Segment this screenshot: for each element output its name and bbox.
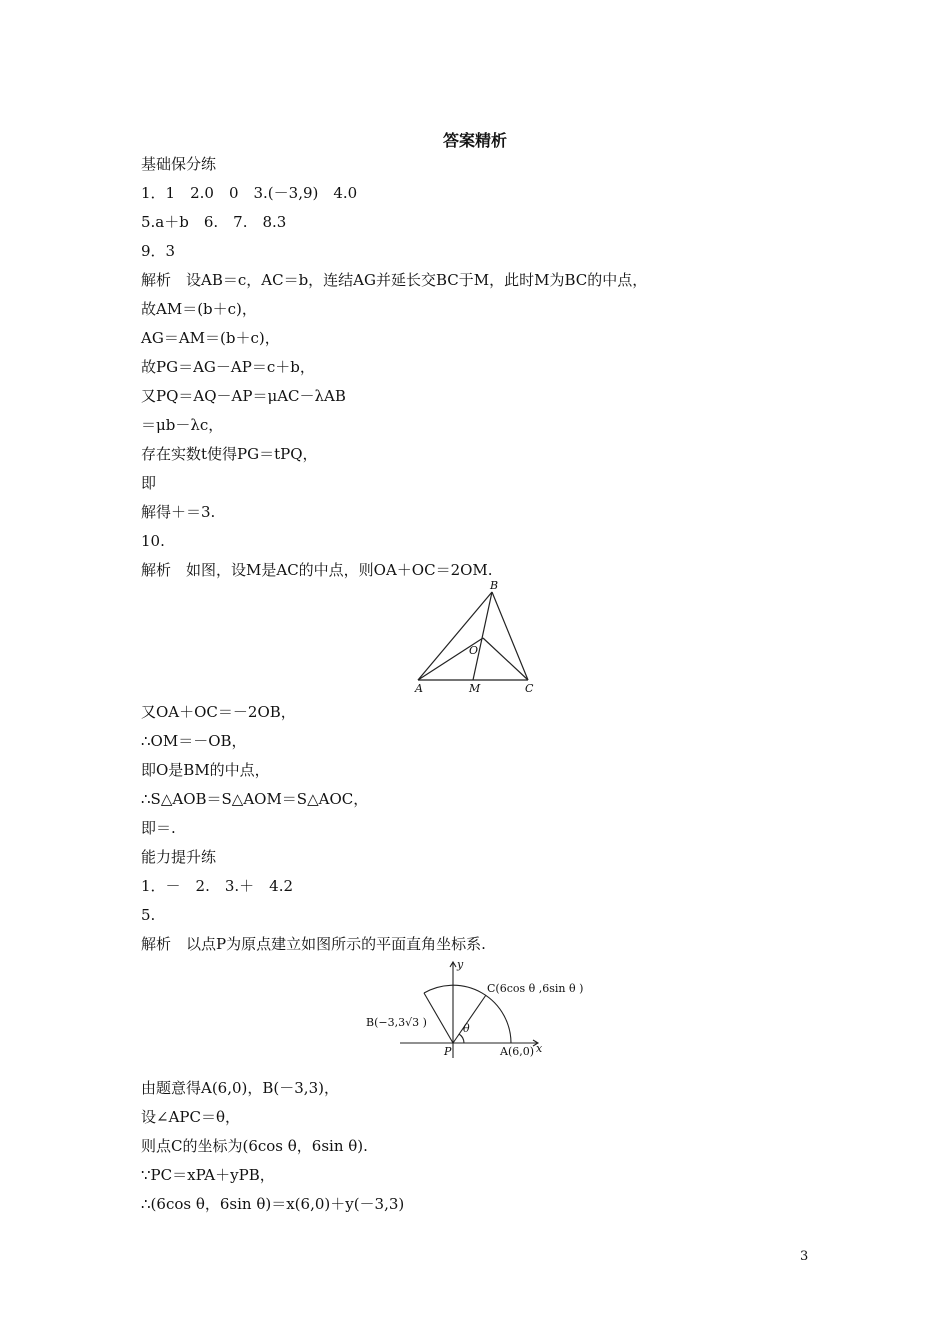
label-B: B(−3,3√3 ) [366,1016,427,1029]
text-line: 即 [141,474,157,492]
text-line: 9．3 [141,242,176,260]
text-line: 1．－ 2. 3.＋ 4.2 [141,877,294,895]
text-line: AG＝AM＝(b＋c)， [141,329,280,347]
text-line: 10. [141,532,165,550]
triangle-figure [408,578,548,696]
solution-section [141,1074,841,1219]
label-B: B [490,579,499,592]
segment-AB [418,592,492,680]
text-line: ∵PC＝xPA＋yPB， [141,1166,275,1184]
text-line: 解得＋＝3. [141,503,216,521]
text-line: 则点C的坐标为(6cos θ，6sin θ). [141,1137,368,1155]
text-line: ＝μb－λc， [141,416,224,434]
text-line: 即＝. [141,819,176,837]
text-line: 存在实数t使得PG＝tPQ， [141,445,318,463]
page-title: 答案精析 [442,131,507,150]
segment-OC [483,638,528,680]
segment-BC [492,592,528,680]
text-line: ∴OM＝－OB， [141,732,247,750]
label-M: M [469,682,481,695]
label-C: C [525,682,534,695]
text-line: 能力提升练 [141,848,217,866]
text-line: 1．1 2.0 0 3.(－3,9) 4.0 [141,184,358,202]
label-y: y [457,958,464,971]
angle-theta-arc [459,1034,464,1043]
text-line: ∴(6cos θ，6sin θ)＝x(6,0)＋y(－3,3) [141,1195,405,1213]
text-line: 5.a＋b 6. 7. 8.3 [141,213,287,231]
label-P: P [444,1045,452,1058]
text-line: 又PQ＝AQ－AP＝μAC－λAB [141,387,346,405]
continued-section [141,698,841,959]
label-A: A(6,0) [500,1045,535,1058]
text-line: 又OA＋OC＝－2OB， [141,703,296,721]
label-C: C(6cos θ ,6sin θ ) [487,982,584,995]
text-line: 故AM＝(b＋c)， [141,300,257,318]
text-line: 5. [141,906,156,924]
text-line: 设∠APC＝θ， [141,1108,241,1126]
label-x: x [536,1042,543,1055]
segment-MB [473,592,492,680]
label-O: O [469,644,479,657]
text-line: 基础保分练 [141,155,217,173]
text-line: 由题意得A(6,0)，B(－3,3)， [141,1079,339,1097]
segment-PB [424,993,453,1043]
label-A: A [415,682,423,695]
coordinate-figure [360,954,590,1062]
text-line: 解析 如图，设M是AC的中点，则OA＋OC＝2OM. [141,561,493,579]
text-line: ∴S△AOB＝S△AOM＝S△AOC， [141,790,369,808]
text-line: 解析 设AB＝c，AC＝b，连结AG并延长交BC于M，此时M为BC的中点， [141,271,648,289]
text-line: 解析 以点P为原点建立如图所示的平面直角坐标系. [141,935,486,953]
text-line: 即O是BM的中点， [141,761,270,779]
segment-PC [453,995,486,1043]
label-theta: θ [463,1022,470,1035]
text-line: 故PG＝AG－AP＝c＋b， [141,358,315,376]
page-number: 3 [800,1249,809,1264]
basic-section [141,150,841,585]
